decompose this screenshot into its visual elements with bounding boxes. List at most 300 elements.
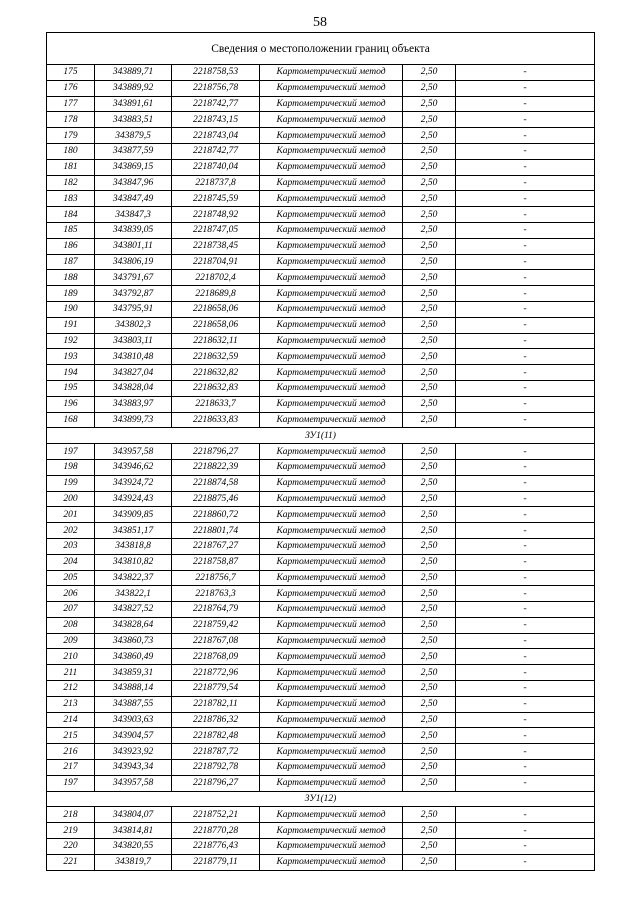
point-number-cell: 186 (47, 238, 95, 254)
section-header-row (47, 428, 595, 444)
point-number-cell: 179 (47, 128, 95, 144)
point-number-cell: 195 (47, 380, 95, 396)
x-coordinate-cell: 343924,72 (95, 475, 172, 491)
method-cell: Картометрический метод (260, 760, 403, 776)
y-coordinate-cell: 2218801,74 (172, 523, 260, 539)
x-coordinate-cell: 343847,3 (95, 207, 172, 223)
table-row (47, 665, 595, 681)
y-coordinate-cell: 2218632,59 (172, 349, 260, 365)
y-coordinate-cell: 2218796,27 (172, 775, 260, 791)
point-number-cell: 211 (47, 665, 95, 681)
point-number-cell: 191 (47, 317, 95, 333)
table-row (47, 317, 595, 333)
accuracy-cell: 2,50 (403, 396, 456, 412)
table-row (47, 444, 595, 460)
accuracy-cell: 2,50 (403, 696, 456, 712)
table-row (47, 744, 595, 760)
accuracy-cell: 2,50 (403, 65, 456, 81)
method-cell: Картометрический метод (260, 412, 403, 428)
method-cell: Картометрический метод (260, 128, 403, 144)
x-coordinate-cell: 343822,1 (95, 586, 172, 602)
point-number-cell: 185 (47, 222, 95, 238)
y-coordinate-cell: 2218776,43 (172, 839, 260, 855)
table-row (47, 586, 595, 602)
point-number-cell: 194 (47, 365, 95, 381)
method-cell: Картометрический метод (260, 475, 403, 491)
x-coordinate-cell: 343827,04 (95, 365, 172, 381)
point-number-cell: 177 (47, 96, 95, 112)
y-coordinate-cell: 2218759,42 (172, 617, 260, 633)
x-coordinate-cell: 343883,97 (95, 396, 172, 412)
x-coordinate-cell: 343847,49 (95, 191, 172, 207)
description-cell: - (456, 191, 595, 207)
method-cell: Картометрический метод (260, 175, 403, 191)
method-cell: Картометрический метод (260, 238, 403, 254)
table-row (47, 175, 595, 191)
y-coordinate-cell: 2218767,08 (172, 633, 260, 649)
y-coordinate-cell: 2218756,78 (172, 80, 260, 96)
x-coordinate-cell: 343819,7 (95, 854, 172, 870)
accuracy-cell: 2,50 (403, 649, 456, 665)
y-coordinate-cell: 2218658,06 (172, 317, 260, 333)
description-cell: - (456, 317, 595, 333)
table-row (47, 523, 595, 539)
x-coordinate-cell: 343828,64 (95, 617, 172, 633)
table-row (47, 475, 595, 491)
y-coordinate-cell: 2218633,7 (172, 396, 260, 412)
table-row (47, 807, 595, 823)
accuracy-cell: 2,50 (403, 301, 456, 317)
point-number-cell: 202 (47, 523, 95, 539)
description-cell: - (456, 649, 595, 665)
description-cell: - (456, 112, 595, 128)
description-cell: - (456, 128, 595, 144)
table-body (47, 33, 595, 871)
method-cell: Картометрический метод (260, 222, 403, 238)
method-cell: Картометрический метод (260, 365, 403, 381)
method-cell: Картометрический метод (260, 349, 403, 365)
method-cell: Картометрический метод (260, 823, 403, 839)
x-coordinate-cell: 343903,63 (95, 712, 172, 728)
y-coordinate-cell: 2218633,83 (172, 412, 260, 428)
method-cell: Картометрический метод (260, 444, 403, 460)
description-cell: - (456, 301, 595, 317)
y-coordinate-cell: 2218745,59 (172, 191, 260, 207)
page-number: 58 (313, 15, 327, 30)
accuracy-cell: 2,50 (403, 333, 456, 349)
accuracy-cell: 2,50 (403, 570, 456, 586)
method-cell: Картометрический метод (260, 728, 403, 744)
x-coordinate-cell: 343924,43 (95, 491, 172, 507)
description-cell: - (456, 554, 595, 570)
point-number-cell: 180 (47, 143, 95, 159)
method-cell: Картометрический метод (260, 112, 403, 128)
method-cell: Картометрический метод (260, 665, 403, 681)
method-cell: Картометрический метод (260, 317, 403, 333)
accuracy-cell: 2,50 (403, 538, 456, 554)
table-title: Сведения о местоположении границ объекта (47, 33, 595, 65)
method-cell: Картометрический метод (260, 696, 403, 712)
y-coordinate-cell: 2218702,4 (172, 270, 260, 286)
y-coordinate-cell: 2218658,06 (172, 301, 260, 317)
x-coordinate-cell: 343860,49 (95, 649, 172, 665)
description-cell: - (456, 507, 595, 523)
x-coordinate-cell: 343891,61 (95, 96, 172, 112)
x-coordinate-cell: 343943,34 (95, 760, 172, 776)
method-cell: Картометрический метод (260, 491, 403, 507)
y-coordinate-cell: 2218779,54 (172, 681, 260, 697)
x-coordinate-cell: 343859,31 (95, 665, 172, 681)
method-cell: Картометрический метод (260, 807, 403, 823)
point-number-cell: 178 (47, 112, 95, 128)
x-coordinate-cell: 343957,58 (95, 775, 172, 791)
description-cell: - (456, 775, 595, 791)
x-coordinate-cell: 343909,85 (95, 507, 172, 523)
y-coordinate-cell: 2218787,72 (172, 744, 260, 760)
description-cell: - (456, 839, 595, 855)
table-row (47, 349, 595, 365)
accuracy-cell: 2,50 (403, 96, 456, 112)
y-coordinate-cell: 2218752,21 (172, 807, 260, 823)
description-cell: - (456, 712, 595, 728)
section-header-row (47, 791, 595, 807)
accuracy-cell: 2,50 (403, 286, 456, 302)
x-coordinate-cell: 343820,55 (95, 839, 172, 855)
table-row (47, 602, 595, 618)
description-cell: - (456, 143, 595, 159)
y-coordinate-cell: 2218747,05 (172, 222, 260, 238)
method-cell: Картометрический метод (260, 649, 403, 665)
point-number-cell: 213 (47, 696, 95, 712)
y-coordinate-cell: 2218860,72 (172, 507, 260, 523)
x-coordinate-cell: 343814,81 (95, 823, 172, 839)
y-coordinate-cell: 2218768,09 (172, 649, 260, 665)
point-number-cell: 221 (47, 854, 95, 870)
accuracy-cell: 2,50 (403, 112, 456, 128)
method-cell: Картометрический метод (260, 207, 403, 223)
description-cell: - (456, 333, 595, 349)
x-coordinate-cell: 343904,57 (95, 728, 172, 744)
y-coordinate-cell: 2218792,78 (172, 760, 260, 776)
accuracy-cell: 2,50 (403, 617, 456, 633)
accuracy-cell: 2,50 (403, 128, 456, 144)
accuracy-cell: 2,50 (403, 475, 456, 491)
description-cell: - (456, 365, 595, 381)
table-row (47, 270, 595, 286)
table-row (47, 396, 595, 412)
description-cell: - (456, 96, 595, 112)
table-row (47, 380, 595, 396)
point-number-cell: 212 (47, 681, 95, 697)
method-cell: Картометрический метод (260, 712, 403, 728)
y-coordinate-cell: 2218704,91 (172, 254, 260, 270)
accuracy-cell: 2,50 (403, 254, 456, 270)
point-number-cell: 181 (47, 159, 95, 175)
point-number-cell: 210 (47, 649, 95, 665)
y-coordinate-cell: 2218782,48 (172, 728, 260, 744)
description-cell: - (456, 570, 595, 586)
point-number-cell: 176 (47, 80, 95, 96)
point-number-cell: 205 (47, 570, 95, 586)
accuracy-cell: 2,50 (403, 807, 456, 823)
accuracy-cell: 2,50 (403, 586, 456, 602)
method-cell: Картометрический метод (260, 538, 403, 554)
accuracy-cell: 2,50 (403, 839, 456, 855)
point-number-cell: 188 (47, 270, 95, 286)
y-coordinate-cell: 2218632,82 (172, 365, 260, 381)
x-coordinate-cell: 343803,11 (95, 333, 172, 349)
table-row (47, 823, 595, 839)
point-number-cell: 199 (47, 475, 95, 491)
description-cell: - (456, 459, 595, 475)
y-coordinate-cell: 2218779,11 (172, 854, 260, 870)
method-cell: Картометрический метод (260, 333, 403, 349)
table-title-row (47, 33, 595, 65)
table-row (47, 159, 595, 175)
description-cell: - (456, 65, 595, 81)
accuracy-cell: 2,50 (403, 507, 456, 523)
accuracy-cell: 2,50 (403, 665, 456, 681)
accuracy-cell: 2,50 (403, 207, 456, 223)
x-coordinate-cell: 343791,67 (95, 270, 172, 286)
table-row (47, 80, 595, 96)
point-number-cell: 187 (47, 254, 95, 270)
point-number-cell: 204 (47, 554, 95, 570)
description-cell: - (456, 586, 595, 602)
method-cell: Картометрический метод (260, 570, 403, 586)
table-row (47, 412, 595, 428)
description-cell: - (456, 681, 595, 697)
accuracy-cell: 2,50 (403, 681, 456, 697)
accuracy-cell: 2,50 (403, 744, 456, 760)
method-cell: Картометрический метод (260, 523, 403, 539)
y-coordinate-cell: 2218770,28 (172, 823, 260, 839)
y-coordinate-cell: 2218758,53 (172, 65, 260, 81)
x-coordinate-cell: 343802,3 (95, 317, 172, 333)
accuracy-cell: 2,50 (403, 760, 456, 776)
table-row (47, 128, 595, 144)
method-cell: Картометрический метод (260, 554, 403, 570)
description-cell: - (456, 159, 595, 175)
method-cell: Картометрический метод (260, 602, 403, 618)
section-label: ЗУ1(11) (47, 428, 595, 444)
table-row (47, 854, 595, 870)
point-number-cell: 209 (47, 633, 95, 649)
point-number-cell: 183 (47, 191, 95, 207)
y-coordinate-cell: 2218743,15 (172, 112, 260, 128)
accuracy-cell: 2,50 (403, 349, 456, 365)
section-label: ЗУ1(12) (47, 791, 595, 807)
description-cell: - (456, 602, 595, 618)
y-coordinate-cell: 2218796,27 (172, 444, 260, 460)
accuracy-cell: 2,50 (403, 317, 456, 333)
y-coordinate-cell: 2218758,87 (172, 554, 260, 570)
description-cell: - (456, 207, 595, 223)
point-number-cell: 182 (47, 175, 95, 191)
x-coordinate-cell: 343806,19 (95, 254, 172, 270)
method-cell: Картометрический метод (260, 143, 403, 159)
accuracy-cell: 2,50 (403, 775, 456, 791)
method-cell: Картометрический метод (260, 744, 403, 760)
y-coordinate-cell: 2218763,3 (172, 586, 260, 602)
x-coordinate-cell: 343851,17 (95, 523, 172, 539)
y-coordinate-cell: 2218764,79 (172, 602, 260, 618)
description-cell: - (456, 270, 595, 286)
accuracy-cell: 2,50 (403, 191, 456, 207)
point-number-cell: 192 (47, 333, 95, 349)
table-row (47, 65, 595, 81)
point-number-cell: 207 (47, 602, 95, 618)
description-cell: - (456, 238, 595, 254)
point-number-cell: 216 (47, 744, 95, 760)
table-row (47, 491, 595, 507)
description-cell: - (456, 80, 595, 96)
x-coordinate-cell: 343887,55 (95, 696, 172, 712)
description-cell: - (456, 823, 595, 839)
y-coordinate-cell: 2218822,39 (172, 459, 260, 475)
method-cell: Картометрический метод (260, 775, 403, 791)
y-coordinate-cell: 2218737,8 (172, 175, 260, 191)
description-cell: - (456, 475, 595, 491)
accuracy-cell: 2,50 (403, 523, 456, 539)
accuracy-cell: 2,50 (403, 175, 456, 191)
x-coordinate-cell: 343804,07 (95, 807, 172, 823)
accuracy-cell: 2,50 (403, 380, 456, 396)
accuracy-cell: 2,50 (403, 854, 456, 870)
accuracy-cell: 2,50 (403, 491, 456, 507)
point-number-cell: 197 (47, 775, 95, 791)
point-number-cell: 184 (47, 207, 95, 223)
accuracy-cell: 2,50 (403, 159, 456, 175)
table-row (47, 839, 595, 855)
accuracy-cell: 2,50 (403, 602, 456, 618)
table-row (47, 365, 595, 381)
y-coordinate-cell: 2218786,32 (172, 712, 260, 728)
table-row (47, 538, 595, 554)
method-cell: Картометрический метод (260, 80, 403, 96)
description-cell: - (456, 854, 595, 870)
description-cell: - (456, 617, 595, 633)
x-coordinate-cell: 343877,59 (95, 143, 172, 159)
x-coordinate-cell: 343810,82 (95, 554, 172, 570)
description-cell: - (456, 744, 595, 760)
x-coordinate-cell: 343888,14 (95, 681, 172, 697)
table-row (47, 633, 595, 649)
point-number-cell: 168 (47, 412, 95, 428)
x-coordinate-cell: 343818,8 (95, 538, 172, 554)
description-cell: - (456, 696, 595, 712)
point-number-cell: 218 (47, 807, 95, 823)
y-coordinate-cell: 2218632,11 (172, 333, 260, 349)
accuracy-cell: 2,50 (403, 222, 456, 238)
description-cell: - (456, 633, 595, 649)
accuracy-cell: 2,50 (403, 412, 456, 428)
method-cell: Картометрический метод (260, 301, 403, 317)
table-row (47, 775, 595, 791)
x-coordinate-cell: 343946,62 (95, 459, 172, 475)
method-cell: Картометрический метод (260, 839, 403, 855)
table-row (47, 649, 595, 665)
method-cell: Картометрический метод (260, 159, 403, 175)
accuracy-cell: 2,50 (403, 554, 456, 570)
method-cell: Картометрический метод (260, 459, 403, 475)
method-cell: Картометрический метод (260, 617, 403, 633)
method-cell: Картометрический метод (260, 254, 403, 270)
description-cell: - (456, 380, 595, 396)
description-cell: - (456, 396, 595, 412)
method-cell: Картометрический метод (260, 507, 403, 523)
x-coordinate-cell: 343889,71 (95, 65, 172, 81)
y-coordinate-cell: 2218743,04 (172, 128, 260, 144)
table-row (47, 238, 595, 254)
description-cell: - (456, 444, 595, 460)
table-row (47, 222, 595, 238)
accuracy-cell: 2,50 (403, 270, 456, 286)
accuracy-cell: 2,50 (403, 143, 456, 159)
point-number-cell: 189 (47, 286, 95, 302)
table-row (47, 254, 595, 270)
table-row (47, 143, 595, 159)
x-coordinate-cell: 343899,73 (95, 412, 172, 428)
x-coordinate-cell: 343827,52 (95, 602, 172, 618)
description-cell: - (456, 665, 595, 681)
boundary-coordinates-table (46, 32, 595, 871)
x-coordinate-cell: 343957,58 (95, 444, 172, 460)
x-coordinate-cell: 343795,91 (95, 301, 172, 317)
table-row (47, 286, 595, 302)
point-number-cell: 175 (47, 65, 95, 81)
accuracy-cell: 2,50 (403, 365, 456, 381)
table-row (47, 96, 595, 112)
description-cell: - (456, 286, 595, 302)
point-number-cell: 198 (47, 459, 95, 475)
x-coordinate-cell: 343883,51 (95, 112, 172, 128)
description-cell: - (456, 523, 595, 539)
description-cell: - (456, 349, 595, 365)
method-cell: Картометрический метод (260, 270, 403, 286)
table-row (47, 760, 595, 776)
point-number-cell: 219 (47, 823, 95, 839)
accuracy-cell: 2,50 (403, 728, 456, 744)
description-cell: - (456, 807, 595, 823)
point-number-cell: 214 (47, 712, 95, 728)
method-cell: Картометрический метод (260, 286, 403, 302)
method-cell: Картометрический метод (260, 380, 403, 396)
x-coordinate-cell: 343828,04 (95, 380, 172, 396)
point-number-cell: 197 (47, 444, 95, 460)
description-cell: - (456, 412, 595, 428)
y-coordinate-cell: 2218689,8 (172, 286, 260, 302)
y-coordinate-cell: 2218742,77 (172, 96, 260, 112)
y-coordinate-cell: 2218738,45 (172, 238, 260, 254)
table-row (47, 681, 595, 697)
point-number-cell: 196 (47, 396, 95, 412)
y-coordinate-cell: 2218767,27 (172, 538, 260, 554)
table-row (47, 333, 595, 349)
x-coordinate-cell: 343810,48 (95, 349, 172, 365)
table-row (47, 191, 595, 207)
description-cell: - (456, 728, 595, 744)
point-number-cell: 190 (47, 301, 95, 317)
x-coordinate-cell: 343839,05 (95, 222, 172, 238)
description-cell: - (456, 491, 595, 507)
description-cell: - (456, 222, 595, 238)
method-cell: Картометрический метод (260, 65, 403, 81)
method-cell: Картометрический метод (260, 586, 403, 602)
accuracy-cell: 2,50 (403, 80, 456, 96)
y-coordinate-cell: 2218756,7 (172, 570, 260, 586)
description-cell: - (456, 254, 595, 270)
